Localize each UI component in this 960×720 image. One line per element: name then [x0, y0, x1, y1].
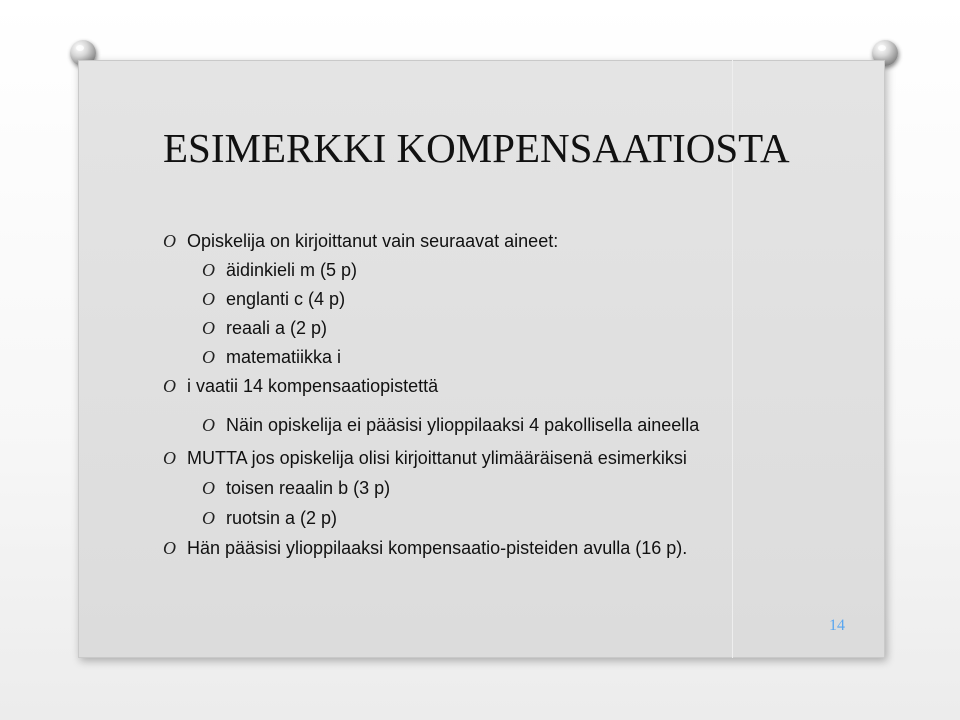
- bullet-item: [163, 371, 438, 401]
- bullet-icon: O: [202, 259, 215, 280]
- bullet-item: [163, 226, 558, 256]
- bullet-text: ruotsin a (2 p): [226, 507, 338, 528]
- bullet-item: [202, 255, 357, 285]
- bullet-icon: O: [202, 346, 215, 367]
- bullet-item: [202, 342, 341, 372]
- bullet-icon: O: [163, 447, 176, 468]
- bullet-item: [202, 410, 699, 440]
- page-number: 14: [829, 617, 845, 634]
- bullet-icon: O: [202, 414, 215, 435]
- bullet-item: [163, 533, 687, 563]
- bullet-item: [202, 503, 337, 533]
- slide-title: ESIMERKKI KOMPENSAATIOSTA: [163, 125, 790, 171]
- bullet-icon: O: [163, 230, 176, 251]
- bullet-text: äidinkieli m (5 p): [226, 259, 358, 280]
- bullet-item: [202, 473, 390, 503]
- bullet-text: reaali a (2 p): [226, 317, 328, 338]
- bullet-item: [202, 284, 345, 314]
- bullet-icon: O: [163, 375, 176, 396]
- bullet-icon: O: [163, 537, 176, 558]
- bullet-text: toisen reaalin b (3 p): [226, 477, 391, 498]
- bullet-text: Näin opiskelija ei pääsisi ylioppilaaksi 4 pakollisella aineella: [226, 414, 700, 435]
- bullet-text: Opiskelija on kirjoittanut vain seuraavat aineet:: [187, 230, 559, 251]
- bullet-text: englanti c (4 p): [226, 288, 346, 309]
- bullet-item: [202, 313, 327, 343]
- bullet-text: Hän pääsisi ylioppilaaksi kompensaatio-pisteiden avulla (16 p).: [187, 537, 688, 558]
- bullet-icon: O: [202, 477, 215, 498]
- bullet-text: MUTTA jos opiskelija olisi kirjoittanut ylimääräisenä esimerkiksi: [187, 447, 687, 468]
- bullet-text: matematiikka i: [226, 346, 342, 367]
- bullet-text: i vaatii 14 kompensaatiopistettä: [187, 375, 439, 396]
- bullet-icon: O: [202, 288, 215, 309]
- bullet-icon: O: [202, 507, 215, 528]
- bullet-item: [163, 443, 687, 473]
- bullet-icon: O: [202, 317, 215, 338]
